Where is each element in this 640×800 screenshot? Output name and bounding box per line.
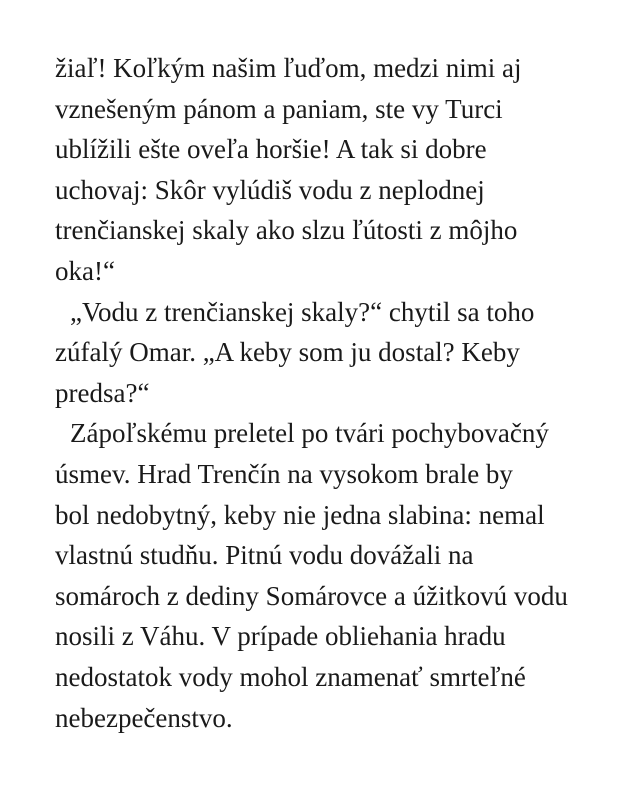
text-line: oka!“ [55,255,115,286]
text-line: žiaľ! Koľkým našim ľuďom, medzi nimi aj [55,53,522,83]
text-line: uchovaj: Skôr vylúdiš vodu z neplodnej [55,174,485,205]
text-line: úsmev. Hrad Trenčín na vysokom brale by [55,458,513,489]
text-line: nosili z Váhu. V prípade obliehania hradu [55,621,506,652]
paragraph-1 [55,48,600,292]
text-line: vlastnú studňu. Pitnú vodu dovážali na [55,540,474,571]
text-line: zúfalý Omar. „A keby som ju dostal? Keby [55,337,520,368]
text-line: nebezpečenstvo. [55,702,233,733]
text-line: ublížili ešte oveľa horšie! A tak si dobre [55,134,487,165]
text-line: vznešeným pánom a paniam, ste vy Turci [55,93,503,124]
text-line: predsa?“ [55,377,150,408]
text-line: bol nedobytný, keby nie jedna slabina: nemal [55,499,545,530]
paragraph-3 [55,413,600,738]
text-line: „Vodu z trenčianskej skaly?“ chytil sa toho [70,296,535,327]
text-line: Zápoľskému preletel po tvári pochybovačný [70,418,549,449]
text-line: trenčianskej skaly ako slzu ľútosti z môjho [55,215,518,246]
text-line: nedostatok vody mohol znamenať smrteľné [55,661,526,692]
text-line: somároch z dediny Somárovce a úžitkovú vodu [55,580,568,611]
paragraph-2 [55,292,600,414]
